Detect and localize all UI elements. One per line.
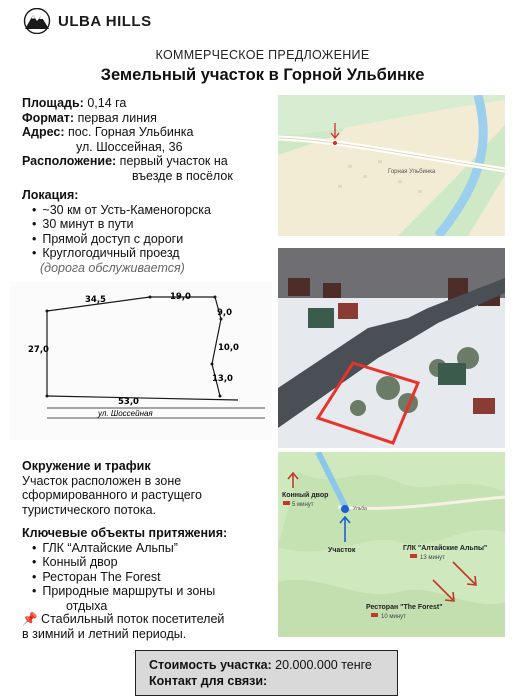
address-value: пос. Горная Ульбинка	[64, 125, 194, 139]
regional-map	[278, 452, 505, 637]
list-item-continuation: отдыха	[66, 598, 108, 613]
side-label: 13,0	[212, 374, 233, 384]
location-line2: въезде в посёлок	[132, 168, 233, 183]
attractions-list	[22, 541, 277, 599]
horse-yard-time: 5 минут	[292, 502, 314, 508]
list-item: • Конный двор	[32, 555, 277, 570]
horse-yard-label: Конный двор	[282, 492, 329, 499]
side-label: 10,0	[218, 343, 239, 353]
side-label: 53,0	[118, 397, 139, 407]
side-label: 19,0	[170, 292, 191, 302]
attractions-section	[22, 526, 277, 613]
price-label: Стоимость участка:	[149, 658, 272, 672]
format-label: Формат:	[22, 110, 75, 125]
price-value: 20.000.000 тенге	[271, 658, 372, 672]
list-item: • Круглогодичный проезд	[32, 246, 272, 261]
visitor-flow	[22, 612, 277, 641]
environment-text: Участок расположен в зоне	[22, 473, 182, 488]
offer-kicker: КОММЕРЧЕСКОЕ ПРЕДЛОЖЕНИЕ	[155, 48, 370, 62]
format-value: первая линия	[74, 110, 157, 125]
area-label: Площадь:	[22, 96, 84, 110]
village-map	[278, 95, 505, 236]
restaurant-time: 10 минут	[381, 614, 406, 620]
side-label: 34,5	[85, 295, 106, 305]
location-value: первый участок на	[116, 154, 228, 168]
mountains-logo-icon	[22, 8, 52, 34]
environment-text: сформированного и растущего	[22, 488, 202, 502]
pushpin-icon: 📌	[22, 612, 38, 626]
resort-time: 13 минут	[420, 555, 445, 561]
brand-logo	[22, 8, 152, 34]
contact-label: Контакт для связи:	[149, 674, 268, 688]
environment-text: туристического потока.	[22, 502, 157, 517]
aerial-photo	[278, 248, 505, 448]
list-item: • Природные маршруты и зоны	[32, 584, 277, 599]
page-title: Земельный участок в Горной Ульбинке	[100, 66, 425, 84]
location-section	[22, 188, 272, 275]
attractions-heading: Ключевые объекты притяжения:	[22, 526, 228, 540]
location-label: Расположение:	[22, 154, 117, 168]
list-item: • 30 минут в пути	[32, 217, 272, 232]
address-line2: ул. Шоссейная, 36	[76, 139, 183, 154]
price-box	[135, 650, 398, 696]
environment-heading: Окружение и трафик	[22, 459, 151, 473]
village-label: Горная Ульбинка	[388, 169, 436, 175]
address-label: Адрес:	[22, 125, 65, 139]
road-note: (дорога обслуживается)	[40, 260, 185, 275]
location-heading: Локация:	[22, 188, 79, 202]
location-list	[22, 203, 272, 261]
side-label: 9,0	[217, 308, 233, 318]
resort-label: ГЛК "Алтайские Альпы"	[403, 545, 488, 552]
restaurant-label: Ресторан "The Forest"	[366, 604, 443, 611]
car-icon	[371, 613, 378, 617]
car-icon	[283, 501, 290, 505]
flow-text: в зимний и летний периоды.	[22, 626, 187, 641]
environment-section	[22, 459, 272, 517]
brand-name: ULBA HILLS	[58, 12, 152, 30]
list-item: • ~30 км от Усть-Каменогорска	[32, 203, 272, 218]
car-icon	[410, 554, 417, 558]
list-item: • Прямой доступ с дороги	[32, 232, 272, 247]
plot-facts	[22, 96, 272, 183]
flow-text: Стабильный поток посетителей	[37, 612, 225, 626]
list-item: • Ресторан The Forest	[32, 570, 277, 585]
plot-plan-diagram	[10, 282, 272, 440]
area-value: 0,14 га	[83, 96, 127, 110]
side-label: 27,0	[28, 345, 49, 355]
plot-label: Участок	[328, 547, 356, 554]
river-label: Ульба	[353, 506, 367, 512]
street-label: ул. Шоссейная	[98, 409, 153, 418]
list-item: • ГЛК “Алтайские Альпы”	[32, 541, 277, 556]
